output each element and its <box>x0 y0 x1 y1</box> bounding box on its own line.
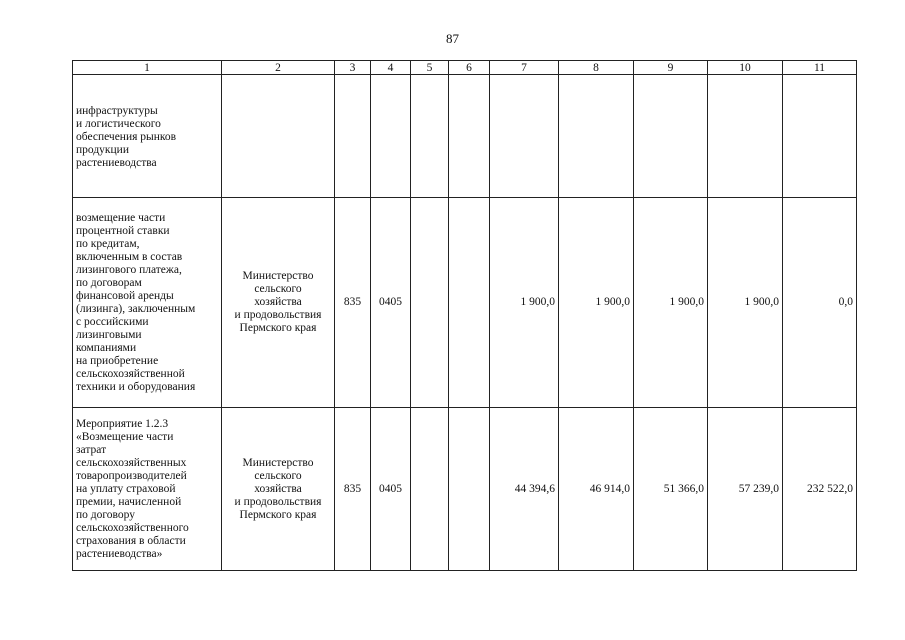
column-header: 1 <box>73 61 222 75</box>
expense-type-cell <box>449 408 490 571</box>
amount-cell: 1 900,0 <box>490 198 559 408</box>
column-header: 3 <box>335 61 371 75</box>
grbs-code-cell: 835 <box>335 408 371 571</box>
section-code-cell <box>371 75 411 198</box>
column-header: 10 <box>708 61 783 75</box>
amount-cell: 46 914,0 <box>559 408 634 571</box>
page-number: 87 <box>446 31 459 46</box>
amount-cell: 57 239,0 <box>708 408 783 571</box>
column-header: 6 <box>449 61 490 75</box>
amount-cell <box>634 75 708 198</box>
target-code-cell <box>411 408 449 571</box>
ministry-cell <box>222 75 335 198</box>
measure-name-cell: инфраструктуры и логистического обеспечения рынков продукции растениеводства <box>73 75 222 198</box>
measure-name-cell: Мероприятие 1.2.3 «Возмещение части затрат сельскохозяйственных товаропроизводителей на уплату страховой премии, начисленной по договору сельскохозяйственного страхования в области растениеводства» <box>73 408 222 571</box>
expense-type-cell <box>449 198 490 408</box>
amount-cell <box>783 75 857 198</box>
column-header: 11 <box>783 61 857 75</box>
measure-name-cell: возмещение части процентной ставки по кредитам, включенным в состав лизингового платежа, по договорам финансовой аренды (лизинга), заключенным с российскими лизинговыми компаниями на приобретение сельскохозяйственной техники и оборудования <box>73 198 222 408</box>
ministry-cell: Министерство сельского хозяйства и продовольствия Пермского края <box>222 198 335 408</box>
column-header: 7 <box>490 61 559 75</box>
table-row <box>73 408 857 571</box>
amount-cell <box>708 75 783 198</box>
amount-cell: 1 900,0 <box>634 198 708 408</box>
section-code-cell: 0405 <box>371 408 411 571</box>
table-header-row <box>73 61 857 75</box>
grbs-code-cell <box>335 75 371 198</box>
column-header: 2 <box>222 61 335 75</box>
column-header: 8 <box>559 61 634 75</box>
column-header: 9 <box>634 61 708 75</box>
amount-cell: 44 394,6 <box>490 408 559 571</box>
column-header: 4 <box>371 61 411 75</box>
target-code-cell <box>411 75 449 198</box>
amount-cell <box>559 75 634 198</box>
amount-cell: 232 522,0 <box>783 408 857 571</box>
budget-table <box>72 60 857 571</box>
section-code-cell: 0405 <box>371 198 411 408</box>
target-code-cell <box>411 198 449 408</box>
expense-type-cell <box>449 75 490 198</box>
amount-cell: 51 366,0 <box>634 408 708 571</box>
amount-cell: 1 900,0 <box>708 198 783 408</box>
amount-cell <box>490 75 559 198</box>
grbs-code-cell: 835 <box>335 198 371 408</box>
table-row <box>73 75 857 198</box>
amount-cell: 1 900,0 <box>559 198 634 408</box>
table-row <box>73 198 857 408</box>
column-header: 5 <box>411 61 449 75</box>
amount-cell: 0,0 <box>783 198 857 408</box>
ministry-cell: Министерство сельского хозяйства и продовольствия Пермского края <box>222 408 335 571</box>
